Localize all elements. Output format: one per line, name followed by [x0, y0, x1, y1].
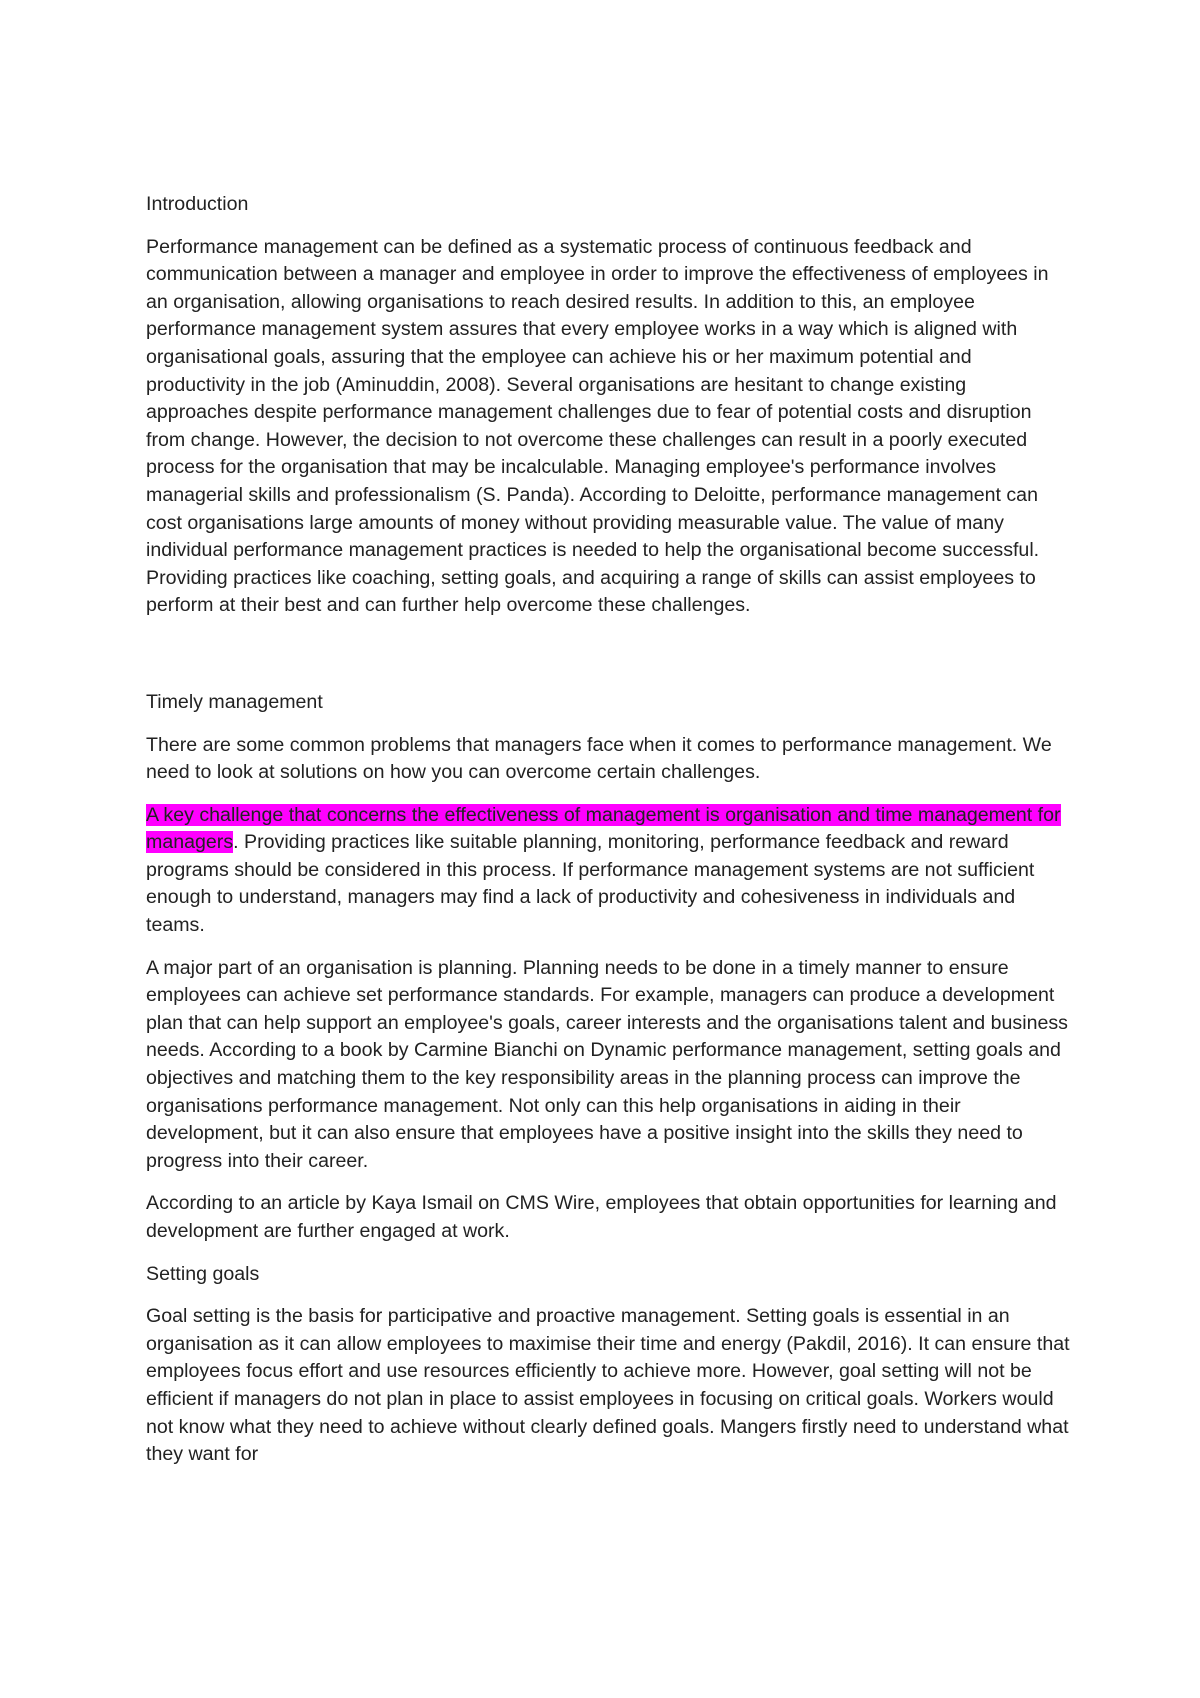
introduction-paragraph: Performance management can be defined as a systematic process of continuous feedback and communication between a manager and employee in order to improve the effectiveness of employees in an organisation, allowing organisations to reach desired results. In addition to this, an employee performance management system assures that every employee works in a way which is aligned with organisational goals, assuring that the employee can achieve his or her maximum potential and productivity in the job (Aminuddin, 2008). Several organisations are hesitant to change existing approaches despite performance management challenges due to fear of potential costs and disruption from change. However, the decision to not overcome these challenges can result in a poorly executed process for the organisation that may be incalculable. Managing employee's performance involves managerial skills and professionalism (S. Panda). According to Deloitte, performance management can cost organisations large amounts of money without providing measurable value. The value of many individual performance management practices is needed to help the organisational become successful. Providing practices like coaching, setting goals, and acquiring a range of skills can assist employees to perform at their best and can further help overcome these challenges.: [146, 235, 1049, 617]
timely-management-paragraph-1: There are some common problems that managers face when it comes to performance management. We need to look at solutions on how you can overcome certain challenges.: [146, 733, 1052, 784]
timely-management-paragraph-3: A major part of an organisation is planning. Planning needs to be done in a timely manner to ensure employees can achieve set performance standards. For example, managers can produce a development plan that can help support an employee's goals, career interests and the organisations talent and business needs. According to a book by Carmine Bianchi on Dynamic performance management, setting goals and objectives and matching them to the key responsibility areas in the planning process can improve the organisations performance management. Not only can this help organisations in aiding in their development, but it can also ensure that employees have a positive insight into the skills they need to progress into their career.: [146, 956, 1068, 1172]
highlighted-text: A key challenge that concerns the effectiveness of management is organisation and time management for managers: [146, 803, 1061, 854]
timely-management-paragraph-2: [146, 802, 1071, 940]
document-page: [146, 191, 1071, 1484]
introduction-heading: Introduction: [146, 193, 249, 215]
paragraph-text: . Providing practices like suitable planning, monitoring, performance feedback and reward programs should be considered in this process. If performance management systems are not sufficient enough to understand, managers may find a lack of productivity and cohesiveness in individuals and teams.: [146, 831, 1035, 937]
timely-management-paragraph-4: According to an article by Kaya Ismail on CMS Wire, employees that obtain opportunities for learning and development are further engaged at work.: [146, 1192, 1057, 1242]
section-spacer: [146, 635, 1071, 689]
setting-goals-heading: Setting goals: [146, 1262, 260, 1285]
setting-goals-paragraph: Goal setting is the basis for participative and proactive management. Setting goals is essential in an organisation as it can allow employees to maximise their time and energy (Pakdil, 2016). It can ensure that employees focus effort and use resources efficiently to achieve more. However, goal setting will not be efficient if managers do not plan in place to assist employees in focusing on critical goals. Workers would not know what they need to achieve without clearly defined goals. Mangers firstly need to understand what they want for: [146, 1305, 1070, 1466]
timely-management-heading: Timely management: [146, 690, 323, 713]
